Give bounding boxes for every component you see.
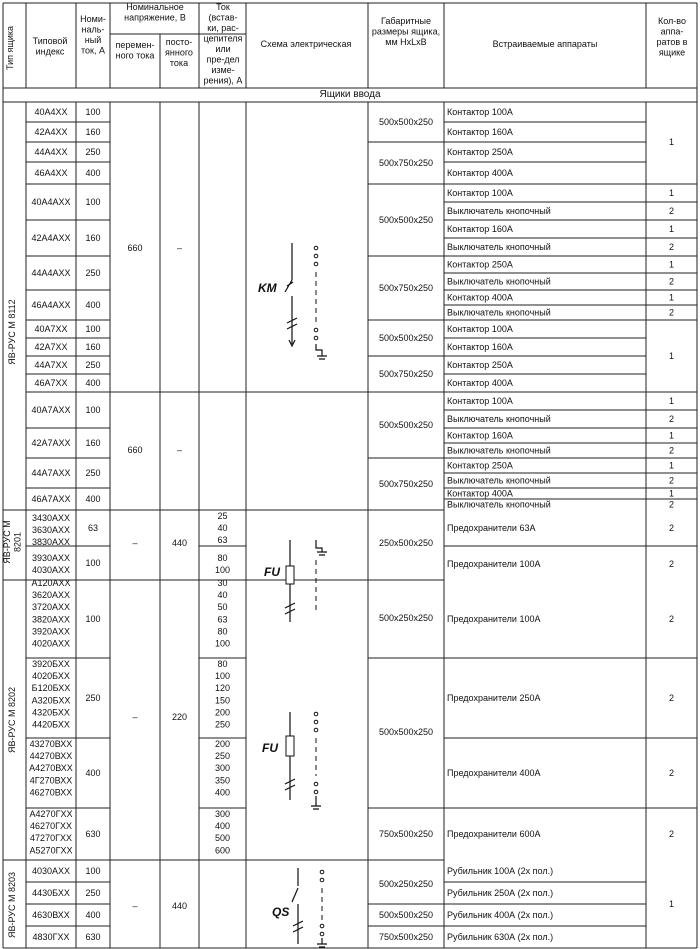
count-cell: 1 — [668, 137, 675, 147]
header-voltage-dc: посто-янного тока — [165, 37, 193, 68]
header-current: Номи-наль-ный ток, А — [80, 14, 106, 56]
device-cell: Контактор 250А — [447, 259, 513, 270]
fuse-cell: 80 — [217, 553, 228, 563]
dims-cell: 500x500x250 — [378, 333, 434, 343]
count-cell: 2 — [668, 768, 675, 778]
dims-cell: 500x750x250 — [378, 369, 434, 379]
box-type-8201: ЯВ-РУС М8201 — [2, 520, 23, 564]
count-cell: 2 — [668, 475, 675, 486]
current-cell: 250 — [85, 468, 101, 478]
current-cell: 63 — [87, 523, 99, 533]
table-header — [5, 2, 688, 86]
index-cell: 4Г270ВХХ — [29, 775, 73, 786]
device-cell: Контактор 160А — [447, 342, 513, 352]
index-cell: 4020АХХ — [31, 638, 71, 649]
current-cell: 100 — [85, 197, 101, 207]
count-cell: 1 — [668, 488, 675, 499]
index-cell: 46А4ХХ — [34, 168, 68, 178]
index-cell: 4420БХХ — [32, 719, 70, 730]
index-cell: 40А7АХХ — [31, 405, 71, 415]
index-cell: А120АХХ — [31, 578, 71, 588]
index-cell: 3920БХХ — [32, 659, 70, 669]
qs-scheme — [272, 868, 327, 947]
current-cell: 630 — [85, 932, 101, 942]
dims-cell: 750x500x250 — [378, 932, 434, 942]
device-cell: Рубильник 100А (2х пол.) — [447, 866, 554, 876]
count-cell: 2 — [668, 829, 675, 839]
km-terminal — [314, 336, 318, 340]
fuse-cell: 600 — [214, 845, 231, 856]
qs-terminal — [320, 878, 324, 882]
device-cell: Выключатель кнопочный — [447, 307, 551, 318]
current-cell: 100 — [85, 558, 101, 568]
fuse-cell: 100 — [214, 565, 231, 575]
count-cell: 2 — [668, 499, 675, 510]
index-cell: 44А4АХХ — [31, 268, 71, 278]
current-cell: 250 — [85, 693, 101, 703]
dims-cell: 500x500x250 — [378, 215, 434, 225]
fuse-cell: 500 — [214, 833, 231, 844]
device-cell: Контактор 100А — [447, 188, 513, 198]
current-cell: 250 — [85, 360, 101, 370]
index-cell: 44270ВХХ — [29, 751, 73, 762]
fu-terminal — [314, 712, 318, 716]
count-cell: 1 — [668, 224, 675, 234]
box-types — [2, 299, 23, 938]
current-cell: 400 — [85, 300, 101, 310]
fu-terminal — [314, 782, 318, 786]
device-cell: Контактор 160А — [447, 127, 513, 137]
fuse-cell: 400 — [214, 787, 231, 798]
fu-label: FU — [262, 741, 278, 755]
count-cell: 2 — [668, 242, 675, 252]
device-cell: Выключатель кнопочный — [447, 445, 551, 456]
fuse-cell: 300 — [214, 809, 231, 819]
index-cell: 3820АХХ — [31, 614, 71, 625]
voltage-ac-cell: – — [132, 538, 138, 548]
fuse-cell: 300 — [214, 763, 231, 774]
index-cell: 4630ВХХ — [32, 910, 70, 920]
index-cell: 44А4ХХ — [34, 147, 68, 157]
device-cell: Контактор 250А — [447, 360, 513, 370]
count-cell: 1 — [668, 899, 675, 909]
current-cell: 400 — [85, 494, 101, 504]
index-cell: 4020БХХ — [32, 671, 70, 682]
current-cell: 100 — [85, 324, 101, 334]
current-cell: 400 — [85, 910, 101, 920]
qs-terminal — [320, 932, 324, 936]
fuse-cell: 200 — [214, 707, 231, 718]
dims-cell: 250x500x250 — [378, 538, 434, 548]
count-cell: 1 — [668, 396, 675, 406]
header-voltage-ac: перемен-ного тока — [115, 40, 155, 61]
box-type-8112: ЯВ-РУС М 8112 — [7, 299, 17, 365]
dims-cell: 500x750x250 — [378, 158, 434, 168]
index-cell: 46270ВХХ — [29, 787, 73, 798]
device-cell: Контактор 400А — [447, 292, 513, 303]
fuse-icon — [286, 566, 294, 584]
count-cell: 2 — [668, 276, 675, 287]
index-cell: 40А7ХХ — [34, 324, 68, 334]
index-cell: 46А7ХХ — [34, 378, 68, 388]
device-cell: Выключатель кнопочный — [447, 475, 551, 486]
current-cell: 100 — [85, 614, 101, 624]
fuse-cell: 250 — [214, 751, 231, 762]
index-cell: 42А7ХХ — [34, 342, 68, 352]
header-fuse-current: Ток (встав-ки, рас-цепителя или пре-дел изме-рения), А — [203, 2, 243, 86]
index-cell: 3430АХХ — [31, 513, 71, 523]
voltage-dc-cell: 440 — [171, 901, 188, 911]
device-cell: Выключатель кнопочный — [447, 414, 551, 424]
count-cell: 1 — [668, 292, 675, 303]
qs-terminal — [320, 870, 324, 874]
index-cell: 4030АХХ — [31, 866, 71, 876]
device-cell: Выключатель кнопочный — [447, 206, 551, 216]
header-index: Типовой индекс — [32, 36, 68, 57]
fuse-cell: 40 — [217, 590, 228, 601]
box-type-8203: ЯВ-РУС М 8203 — [7, 871, 17, 939]
fuse-cell: 30 — [217, 578, 228, 588]
fu-terminal — [314, 720, 318, 724]
fuse-cell: 50 — [217, 602, 228, 613]
fu-scheme-8201 — [264, 540, 327, 622]
device-cell: Выключатель кнопочный — [447, 276, 551, 287]
current-cell: 100 — [85, 405, 101, 415]
current-cell: 100 — [85, 107, 101, 117]
count-cell: 2 — [668, 614, 675, 624]
km-contact — [285, 280, 293, 344]
fu-terminal — [314, 790, 318, 794]
current-cell: 250 — [85, 147, 101, 157]
dims-cell: 500x750x250 — [378, 479, 434, 489]
current-cell: 400 — [85, 168, 101, 178]
device-cell: Контактор 250А — [447, 147, 513, 157]
device-cell: Рубильник 250А (2х пол.) — [447, 888, 554, 898]
index-cell: 44А7ХХ — [34, 360, 68, 370]
device-cell: Предохранители 100А — [447, 559, 541, 569]
count-cell: 2 — [668, 445, 675, 456]
index-cell: 42А4ХХ — [34, 127, 68, 137]
count-cell: 1 — [668, 188, 675, 198]
km-terminal — [314, 328, 318, 332]
fuse-cell: 100 — [214, 671, 231, 682]
device-cell: Контактор 400А — [447, 168, 513, 178]
count-cell: 2 — [668, 414, 675, 424]
index-cell: А4270ГХХ — [29, 809, 73, 819]
index-cell: 47270ГХХ — [30, 833, 72, 844]
index-cell: 43270ВХХ — [29, 739, 73, 749]
header-type: Тип ящика — [5, 26, 15, 70]
device-cell: Контактор 100А — [447, 324, 513, 334]
current-cell: 160 — [85, 438, 101, 448]
index-cell: А320БХХ — [31, 695, 71, 706]
dims-cell: 500x250x250 — [378, 879, 434, 889]
fu-scheme-8202 — [262, 712, 321, 809]
index-cell: 4430БХХ — [32, 888, 70, 898]
count-cell: 1 — [668, 430, 675, 441]
table-body — [29, 107, 674, 942]
fuse-cell: 100 — [214, 638, 231, 649]
device-cell: Контактор 250А — [447, 460, 513, 471]
fu-label: FU — [264, 565, 280, 579]
qs-terminal — [320, 924, 324, 928]
device-cell: Выключатель кнопочный — [447, 242, 551, 252]
fuse-cell: 250 — [214, 719, 231, 730]
fuse-cell: 40 — [217, 523, 228, 533]
fu-terminal — [314, 728, 318, 732]
index-cell: 4830ГХХ — [32, 932, 70, 942]
index-cell: 3830АХХ — [31, 537, 71, 547]
index-cell: 3620АХХ — [31, 590, 71, 601]
current-cell: 100 — [85, 866, 101, 876]
count-cell: 2 — [668, 206, 675, 216]
km-terminal — [314, 262, 318, 266]
fuse-cell: 120 — [214, 683, 231, 694]
km-scheme — [258, 243, 327, 359]
voltage-ac-cell: 660 — [127, 243, 143, 253]
box-type-8202: ЯВ-РУС М 8202 — [7, 686, 17, 754]
device-cell: Контактор 160А — [447, 430, 513, 441]
ground-icon — [311, 796, 321, 809]
switch-icon — [292, 888, 298, 902]
current-cell: 160 — [85, 342, 101, 352]
dims-cell: 500x500x250 — [378, 727, 434, 737]
ground-icon — [317, 938, 327, 947]
device-cell: Контактор 100А — [447, 107, 513, 117]
fuse-cell: 80 — [217, 659, 228, 669]
header-scheme: Схема электрическая — [260, 39, 352, 49]
dims-cell: 750x500x250 — [378, 829, 434, 839]
index-cell: 40А4АХХ — [31, 197, 71, 207]
device-cell: Предохранители 400А — [447, 768, 541, 778]
index-cell: А5270ГХХ — [29, 845, 73, 856]
index-cell: 3720АХХ — [31, 602, 71, 613]
index-cell: А4270ВХХ — [29, 763, 73, 774]
dims-cell: 500x250x250 — [378, 613, 434, 623]
ground-icon — [316, 344, 327, 359]
fuse-icon — [286, 736, 294, 756]
count-cell: 1 — [668, 351, 675, 361]
index-cell: 40А4ХХ — [34, 107, 68, 117]
index-cell: 44А7АХХ — [31, 468, 71, 478]
voltage-dc-cell: – — [176, 243, 183, 253]
index-cell: 3920АХХ — [31, 626, 71, 637]
device-cell: Предохранители 250А — [447, 693, 541, 703]
device-cell: Контактор 400А — [447, 488, 513, 499]
index-cell: 42А4АХХ — [31, 233, 71, 243]
index-cell: 4030АХХ — [31, 565, 71, 575]
voltage-dc-cell: – — [176, 445, 183, 455]
fuse-cell: 400 — [214, 821, 231, 832]
header-devices: Встраиваемые аппараты — [492, 39, 598, 49]
dims-cell: 500x500x250 — [378, 117, 434, 127]
header-count: Кол-во аппа-ратов в ящике — [656, 16, 688, 58]
voltage-dc-cell: 220 — [171, 712, 188, 722]
count-cell: 1 — [668, 259, 675, 270]
index-cell: 46270ГХХ — [30, 821, 72, 832]
index-cell: 46А7АХХ — [31, 494, 71, 504]
current-cell: 630 — [85, 829, 101, 839]
current-cell: 400 — [85, 768, 101, 778]
index-cell: 42А7АХХ — [31, 438, 71, 448]
device-cell: Предохранители 600А — [447, 829, 541, 839]
index-cell: 4320БХХ — [32, 707, 70, 718]
fuse-cell: 25 — [217, 511, 228, 521]
current-cell: 250 — [85, 888, 101, 898]
device-cell: Контактор 160А — [447, 224, 513, 234]
km-terminal — [314, 254, 318, 258]
voltage-ac-cell: – — [132, 712, 138, 722]
device-cell: Предохранители 63А — [447, 523, 536, 533]
fuse-cell: 350 — [214, 775, 231, 786]
fuse-cell: 80 — [217, 626, 228, 637]
current-cell: 400 — [85, 378, 101, 388]
count-cell: 1 — [668, 460, 675, 471]
qs-label: QS — [272, 905, 290, 919]
fuse-cell: 63 — [217, 614, 228, 625]
device-cell: Контактор 400А — [447, 378, 513, 388]
index-cell: 46А4АХХ — [31, 300, 71, 310]
fuse-cell: 200 — [214, 739, 231, 749]
count-cell: 2 — [668, 307, 675, 318]
table-grid — [3, 3, 697, 948]
device-cell: Контактор 100А — [447, 396, 513, 406]
device-cell: Рубильник 400А (2х пол.) — [447, 910, 554, 920]
km-terminal — [314, 246, 318, 250]
dims-cell: 500x500x250 — [378, 420, 434, 430]
dims-cell: 500x500x250 — [378, 910, 434, 920]
section-title: Ящики ввода — [319, 89, 381, 100]
index-cell: Б120БХХ — [31, 683, 71, 694]
fuse-cell: 150 — [214, 695, 231, 706]
km-label: KM — [258, 281, 277, 295]
current-cell: 160 — [85, 233, 101, 243]
device-cell: Выключатель кнопочный — [447, 499, 551, 510]
fuse-cell: 63 — [217, 535, 228, 545]
index-cell: 3930АХХ — [31, 553, 71, 563]
current-cell: 160 — [85, 127, 101, 137]
count-cell: 2 — [668, 559, 675, 569]
device-cell: Предохранители 100А — [447, 614, 541, 624]
header-dims: Габаритные размеры ящика, мм HxLxB — [371, 16, 441, 47]
ground-icon — [316, 540, 327, 555]
voltage-dc-cell: 440 — [171, 538, 188, 548]
index-cell: 3630АХХ — [31, 525, 71, 535]
current-cell: 250 — [85, 268, 101, 278]
header-voltage: Номинальное напряжение, В — [124, 2, 186, 23]
count-cell: 2 — [668, 523, 675, 533]
count-cell: 2 — [668, 693, 675, 703]
voltage-ac-cell: 660 — [127, 445, 143, 455]
voltage-ac-cell: – — [132, 901, 138, 911]
dims-cell: 500x750x250 — [378, 283, 434, 293]
device-cell: Рубильник 630А (2х пол.) — [447, 932, 554, 942]
